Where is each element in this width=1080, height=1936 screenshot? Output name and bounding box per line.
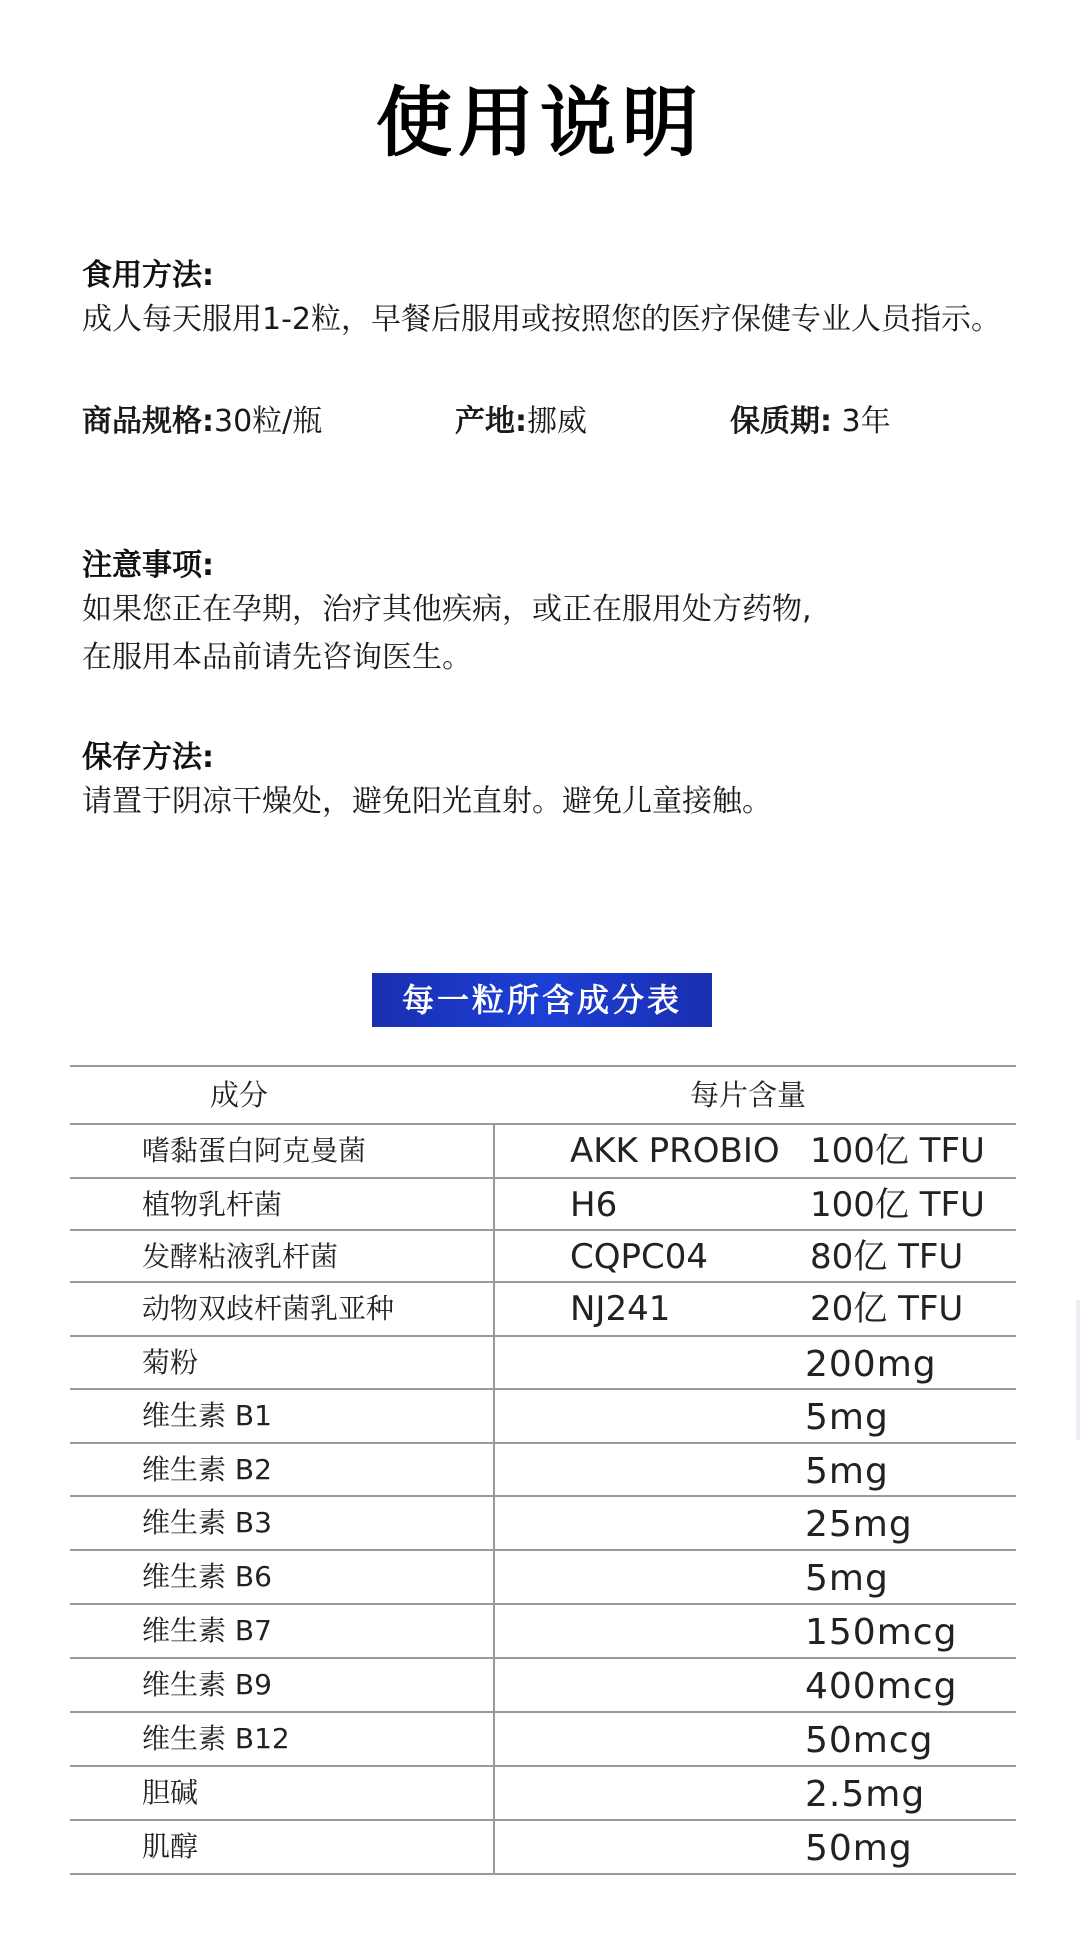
column-divider [493,1605,495,1657]
header-ingredient: 成分 [210,1078,269,1112]
ingredient-amount: 25mg [805,1504,913,1545]
table-row [70,1605,1016,1659]
ingredient-name: 植物乳杆菌 [142,1188,283,1221]
column-divider [493,1283,495,1335]
ingredient-name: 胆碱 [142,1776,199,1809]
ingredient-table [70,1065,1016,1875]
ingredient-name: 维生素 B3 [142,1506,272,1539]
caution-line-1: 如果您正在孕期，治疗其他疾病，或正在服用处方药物, [82,592,812,627]
column-divider [493,1231,495,1281]
strain-code: NJ241 [570,1289,671,1329]
table-row [70,1659,1016,1713]
ingredient-name: 维生素 B9 [142,1668,272,1701]
header-amount: 每片含量 [690,1078,807,1112]
caution-label: 注意事项: [82,548,214,583]
column-divider [493,1767,495,1819]
column-divider [493,1659,495,1711]
spec-value: 30粒/瓶 [214,404,323,439]
ingredient-amount: 150mcg [805,1612,958,1653]
ingredient-amount: 100亿 TFU [810,1185,985,1225]
ingredient-name: 维生素 B12 [142,1722,290,1755]
caution-line-2: 在服用本品前请先咨询医生。 [82,640,472,675]
table-row [70,1125,1016,1179]
column-divider [493,1179,495,1229]
table-row [70,1767,1016,1821]
table-row [70,1551,1016,1605]
column-divider [493,1497,495,1549]
column-divider [493,1444,495,1495]
ingredient-amount: 5mg [805,1558,889,1599]
spec-label: 商品规格: [82,404,214,439]
table-row [70,1497,1016,1551]
ingredient-amount: 100亿 TFU [810,1131,985,1171]
ingredient-amount: 50mg [805,1828,913,1869]
spec-item [82,402,322,442]
ingredient-amount: 2.5mg [805,1774,926,1815]
ingredient-amount: 5mg [805,1397,889,1438]
ingredient-amount: 5mg [805,1451,889,1492]
strain-code: AKK PROBIO [570,1131,780,1171]
ingredient-name: 肌醇 [142,1830,199,1863]
table-header [70,1065,1016,1125]
ingredient-amount: 20亿 TFU [810,1289,964,1329]
column-divider [493,1551,495,1603]
column-divider [493,1713,495,1765]
ingredient-amount: 400mcg [805,1666,958,1707]
column-divider [493,1125,495,1177]
caution-section [82,546,1072,682]
ingredient-name: 维生素 B7 [142,1614,272,1647]
column-divider [493,1337,495,1388]
origin-label: 产地: [455,404,527,439]
origin-value: 挪威 [527,404,587,439]
usage-text: 成人每天服用1-2粒，早餐后服用或按照您的医疗保健专业人员指示。 [82,302,1001,337]
strain-code: H6 [570,1185,618,1225]
storage-text: 请置于阴凉干燥处，避免阳光直射。避免儿童接触。 [82,784,772,819]
storage-label: 保存方法: [82,740,214,775]
storage-section [82,738,1072,826]
ingredient-name: 动物双歧杆菌乳亚种 [142,1292,395,1325]
usage-label: 食用方法: [82,258,214,293]
shelf-life-item [730,402,891,442]
ingredient-name: 维生素 B6 [142,1560,272,1593]
page-title: 使用说明 [376,78,704,167]
shelf-life-value: 3年 [832,404,891,439]
table-row [70,1283,1016,1337]
ingredient-amount: 200mg [805,1344,937,1385]
ingredient-amount: 80亿 TFU [810,1237,964,1277]
ingredient-name: 维生素 B2 [142,1453,272,1486]
column-divider [493,1821,495,1873]
ingredient-table-banner: 每一粒所含成分表 [372,973,712,1027]
table-row [70,1444,1016,1497]
ingredient-name: 维生素 B1 [142,1399,272,1432]
shelf-life-label: 保质期: [730,404,832,439]
table-row [70,1821,1016,1875]
ingredient-name: 嗜黏蛋白阿克曼菌 [142,1134,367,1167]
strain-code: CQPC04 [570,1237,709,1277]
origin-item [455,402,587,442]
ingredient-amount: 50mcg [805,1720,934,1761]
table-row [70,1713,1016,1767]
edge-decoration [1076,1300,1080,1440]
column-divider [493,1390,495,1442]
table-row [70,1179,1016,1231]
ingredient-name: 发酵粘液乳杆菌 [142,1240,339,1273]
ingredient-name: 菊粉 [142,1346,199,1379]
table-row [70,1390,1016,1444]
table-row [70,1231,1016,1283]
table-row [70,1337,1016,1390]
usage-section [82,256,1072,344]
